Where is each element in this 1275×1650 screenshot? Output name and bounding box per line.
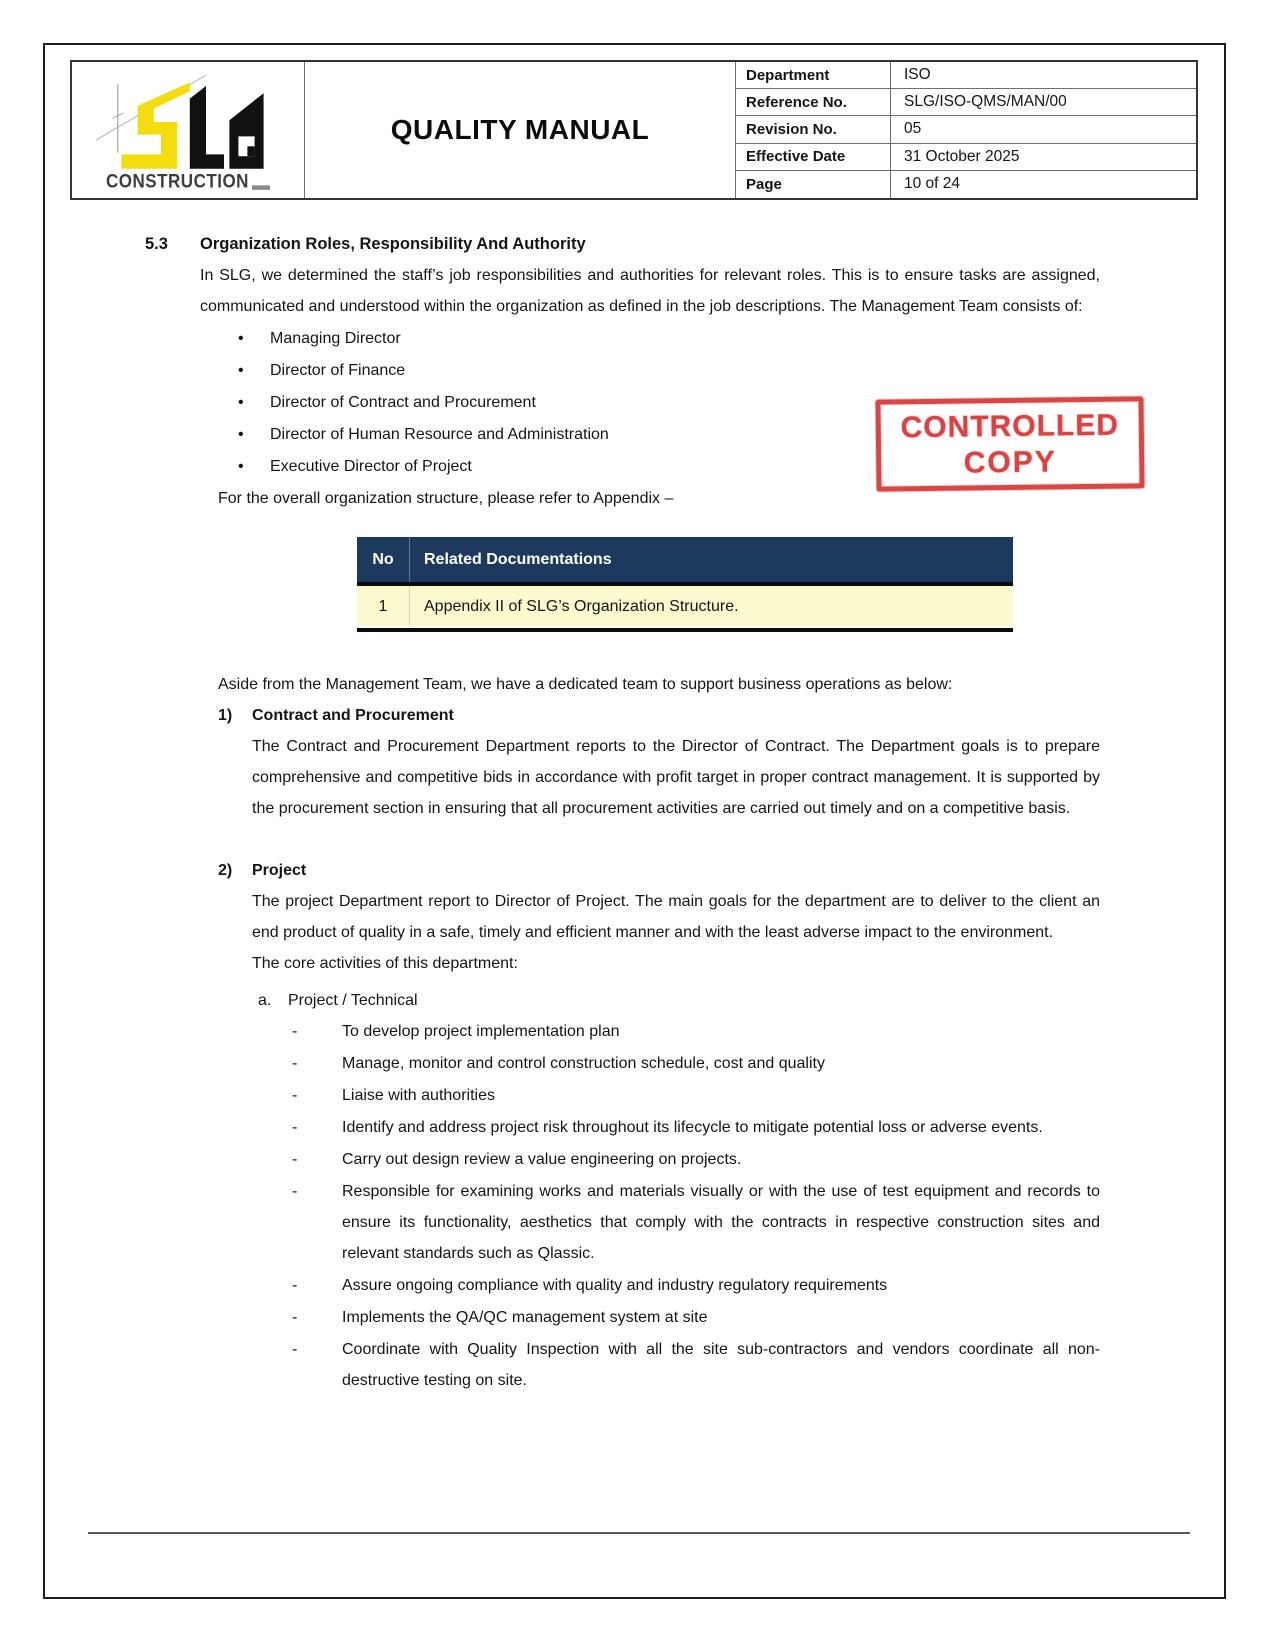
page-content [0, 229, 1275, 1397]
bullet-icon: • [238, 394, 244, 411]
dash-icon: - [292, 1151, 298, 1168]
meta-value-revision-no: 05 [891, 116, 1196, 143]
table-cell-doc: Appendix II of SLG’s Organization Structure. [424, 597, 739, 615]
section-intro-paragraph: In SLG, we determined the staff’s job responsibilities and authorities for relevant roles. This is to ensure tasks are assigned, communicated and understood within the organization as defined in the job descriptions. The Management Team consists of: [200, 267, 1100, 315]
company-logo [72, 62, 305, 198]
meta-label-page: Page [736, 171, 891, 198]
document-title [305, 62, 736, 198]
dash-icon: - [292, 1055, 298, 1072]
core-activities-line: The core activities of this department: [252, 955, 518, 972]
list-item [238, 355, 1275, 387]
list-item [292, 1016, 1275, 1047]
management-team-list [238, 323, 1275, 483]
numbered-item-body: The project Department report to Director of Project. The main goals for the department are to deliver to the client an end product of quality in a safe, timely and efficient manner and with the least adverse impact to the environment. [252, 893, 1100, 941]
list-item-text: Responsible for examining works and materials visually or with the use of test equipment and records to ensure its functionality, aesthetics that comply with the contracts in respective construction sites and relevant standards such as Qlassic. [342, 1183, 1100, 1262]
meta-value-department: ISO [891, 62, 1196, 89]
item-title: Contract and Procurement [252, 707, 454, 724]
sub-item-heading [258, 985, 1275, 1016]
stamp-line-1: CONTROLLED [900, 408, 1120, 445]
list-item-text: Coordinate with Quality Inspection with all the site sub-contractors and vendors coordinate all non-destructive testing on site. [342, 1341, 1100, 1389]
list-item-text: Executive Director of Project [270, 458, 472, 475]
list-item [238, 451, 1275, 483]
meta-label-effective-date: Effective Date [736, 144, 891, 171]
item-number: 1) [218, 707, 233, 724]
activities-list [292, 1016, 1275, 1396]
list-item [292, 1176, 1275, 1269]
numbered-item-heading [218, 700, 1275, 731]
table-header-no: No [357, 537, 410, 582]
list-item-text: Managing Director [270, 330, 401, 347]
list-item-text: Liaise with authorities [342, 1087, 495, 1104]
list-item-text: Identify and address project risk throughout its lifecycle to mitigate potential loss or adverse events. [342, 1119, 1043, 1136]
dash-icon: - [292, 1277, 298, 1294]
dash-icon: - [292, 1023, 298, 1040]
list-item [292, 1334, 1275, 1396]
sub-item-label: a. [258, 992, 272, 1009]
document-title-text: QUALITY MANUAL [390, 114, 650, 145]
footer-rule [88, 1532, 1190, 1534]
dash-icon: - [292, 1183, 298, 1200]
list-item-text: Implements the QA/QC management system at site [342, 1309, 708, 1326]
list-item [292, 1302, 1275, 1333]
meta-value-reference-no: SLG/ISO-QMS/MAN/00 [891, 89, 1196, 116]
list-item [292, 1270, 1275, 1301]
list-item-text: To develop project implementation plan [342, 1023, 620, 1040]
table-row [357, 586, 1013, 626]
list-item [292, 1144, 1275, 1175]
list-item [292, 1048, 1275, 1079]
list-item-text: Manage, monitor and control construction schedule, cost and quality [342, 1055, 825, 1072]
stamp-line-2: COPY [963, 445, 1057, 480]
list-item-text: Director of Contract and Procurement [270, 394, 536, 411]
list-item [292, 1112, 1275, 1143]
dash-icon: - [292, 1087, 298, 1104]
table-header-row [357, 537, 1013, 582]
meta-label-revision-no: Revision No. [736, 116, 891, 143]
list-item [238, 323, 1275, 355]
section-heading [145, 229, 1275, 260]
dash-icon: - [292, 1341, 298, 1358]
table-cell-no: 1 [357, 586, 410, 626]
document-header-table [70, 60, 1198, 200]
aside-paragraph: Aside from the Management Team, we have a dedicated team to support business operations as below: [218, 676, 953, 693]
section-title: Organization Roles, Responsibility And Authority [200, 235, 586, 253]
section-number: 5.3 [145, 235, 168, 253]
logo-wordmark [106, 171, 270, 193]
dash-icon: - [292, 1119, 298, 1136]
slg-logo-graphic [84, 68, 292, 176]
meta-label-reference-no: Reference No. [736, 89, 891, 116]
list-item [292, 1080, 1275, 1111]
logo-registration-mark [252, 185, 270, 189]
sub-item-title: Project / Technical [288, 992, 418, 1009]
table-bottom-border [357, 628, 1013, 632]
meta-label-department: Department [736, 62, 891, 89]
bullet-icon: • [238, 458, 244, 475]
list-item [238, 419, 1275, 451]
logo-word-text: CONSTRUCTION [106, 170, 249, 193]
list-item-text: Director of Finance [270, 362, 406, 379]
bullet-icon: • [238, 426, 244, 443]
list-item-text: Assure ongoing compliance with quality and industry regulatory requirements [342, 1277, 888, 1294]
bullet-icon: • [238, 362, 244, 379]
appendix-reference-line: For the overall organization structure, please refer to Appendix – [218, 490, 674, 507]
table-header-doc: Related Documentations [424, 551, 612, 568]
meta-value-page: 10 of 24 [904, 175, 961, 193]
bullet-icon: • [238, 330, 244, 347]
numbered-item-heading [218, 855, 1275, 886]
list-item [238, 387, 1275, 419]
item-number: 2) [218, 862, 233, 879]
dash-icon: - [292, 1309, 298, 1326]
item-title: Project [252, 862, 307, 879]
meta-value-effective-date: 31 October 2025 [891, 144, 1196, 171]
related-documentations-table [357, 537, 1013, 632]
numbered-item-body: The Contract and Procurement Department reports to the Director of Contract. The Department goals is to prepare comprehensive and competitive bids in accordance with profit target in proper contract management. It is supported by the procurement section in ensuring that all procurement activities are carried out timely and on a competitive basis. [252, 738, 1100, 817]
list-item-text: Carry out design review a value engineering on projects. [342, 1151, 742, 1168]
list-item-text: Director of Human Resource and Administration [270, 426, 609, 443]
